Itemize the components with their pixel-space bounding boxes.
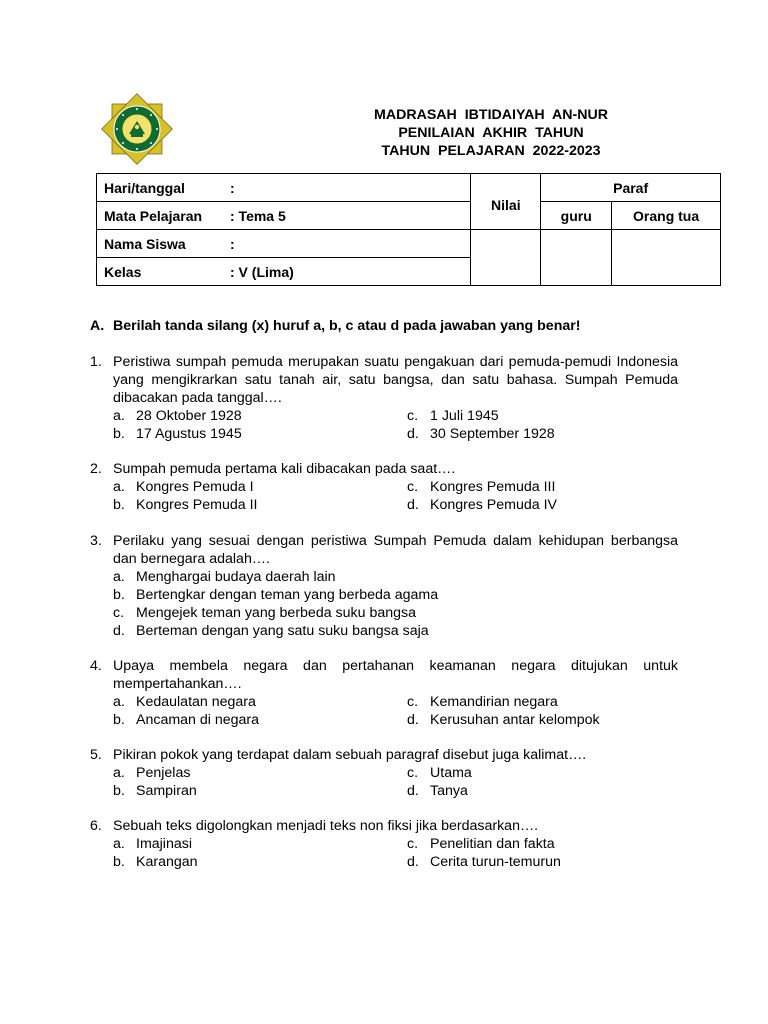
option-b[interactable]: b. Karangan: [113, 854, 198, 870]
option-b[interactable]: b. Bertengkar dengan teman yang berbeda agama: [113, 587, 439, 603]
option-c[interactable]: c. Penelitian dan fakta: [407, 836, 555, 852]
exam-title: PENILAIAN AKHIR TAHUN: [398, 125, 584, 141]
option-d[interactable]: d. Kerusuhan antar kelompok: [407, 712, 600, 728]
student-info-table: [96, 173, 721, 286]
question-text: Sumpah pemuda pertama kali dibacakan pada saat….: [113, 461, 456, 477]
school-logo: [100, 92, 174, 166]
question-3: [90, 532, 678, 640]
option-b[interactable]: b. Ancaman di negara: [113, 712, 260, 728]
question-text: Peristiwa sumpah pemuda merupakan suatu pengakuan dari pemuda-pemudi Indonesia yang mengikrarkan satu tanah air, satu bangsa, dan satu bahasa. Sumpah Pemuda dibacakan pada tanggal….: [113, 354, 678, 406]
info-row-subject[interactable]: Mata Pelajaran : Tema 5: [97, 202, 471, 230]
question-6: [90, 817, 678, 871]
option-a[interactable]: a. Kedaulatan negara: [113, 694, 256, 710]
paraf-guru-cell[interactable]: [541, 230, 612, 286]
nilai-cell[interactable]: [471, 230, 541, 286]
question-number: 1.: [90, 354, 102, 370]
question-text: Upaya membela negara dan pertahanan keamanan negara ditujukan untuk mempertahankan….: [113, 658, 678, 692]
question-text: Sebuah teks digolongkan menjadi teks non fiksi jika berdasarkan….: [113, 818, 539, 834]
option-c[interactable]: c. Kongres Pemuda III: [407, 479, 556, 495]
info-row-class[interactable]: Kelas : V (Lima): [97, 258, 471, 286]
question-number: 2.: [90, 461, 102, 477]
option-a[interactable]: a. Penjelas: [113, 765, 191, 781]
option-d[interactable]: d. 30 September 1928: [407, 426, 555, 442]
question-4: [90, 657, 678, 729]
option-d[interactable]: d. Kongres Pemuda IV: [407, 497, 557, 513]
option-a[interactable]: a. Imajinasi: [113, 836, 192, 852]
question-text: Pikiran pokok yang terdapat dalam sebuah paragraf disebut juga kalimat….: [113, 747, 587, 763]
option-d[interactable]: d. Berteman dengan yang satu suku bangsa saja: [113, 623, 429, 639]
option-c[interactable]: c. 1 Juli 1945: [407, 408, 499, 424]
option-d[interactable]: d. Tanya: [407, 783, 468, 799]
option-d[interactable]: d. Cerita turun-temurun: [407, 854, 561, 870]
question-number: 5.: [90, 747, 102, 763]
academic-year: TAHUN PELAJARAN 2022-2023: [381, 143, 601, 159]
question-2: [90, 460, 678, 514]
nilai-header: Nilai: [471, 174, 541, 230]
info-row-date[interactable]: Hari/tanggal :: [97, 174, 471, 202]
paraf-orang-tua-cell[interactable]: [612, 230, 721, 286]
option-a[interactable]: a. Kongres Pemuda I: [113, 479, 254, 495]
info-row-student-name[interactable]: Nama Siswa :: [97, 230, 471, 258]
question-number: 3.: [90, 533, 102, 549]
paraf-orang-tua-header: Orang tua: [612, 202, 721, 230]
option-b[interactable]: b. Kongres Pemuda II: [113, 497, 258, 513]
paraf-header: Paraf: [541, 174, 721, 202]
school-name: MADRASAH IBTIDAIYAH AN-NUR: [374, 107, 608, 123]
option-c[interactable]: c. Utama: [407, 765, 472, 781]
paraf-guru-header: guru: [541, 202, 612, 230]
option-c[interactable]: c. Kemandirian negara: [407, 694, 558, 710]
option-a[interactable]: a. Menghargai budaya daerah lain: [113, 569, 336, 585]
question-5: [90, 746, 678, 800]
option-a[interactable]: a. 28 Oktober 1928: [113, 408, 242, 424]
option-b[interactable]: b. Sampiran: [113, 783, 197, 799]
question-number: 6.: [90, 818, 102, 834]
document-header: [340, 106, 642, 160]
section-letter: A.: [90, 318, 105, 334]
option-c[interactable]: c. Mengejek teman yang berbeda suku bangsa: [113, 605, 417, 621]
question-text: Perilaku yang sesuai dengan peristiwa Sumpah Pemuda dalam kehidupan berbangsa dan bernegara adalah….: [113, 533, 678, 567]
question-number: 4.: [90, 658, 102, 674]
instruction-text: Berilah tanda silang (x) huruf a, b, c atau d pada jawaban yang benar!: [113, 318, 581, 334]
section-a-instruction: [90, 318, 581, 334]
option-b[interactable]: b. 17 Agustus 1945: [113, 426, 242, 442]
question-1: [90, 353, 678, 443]
